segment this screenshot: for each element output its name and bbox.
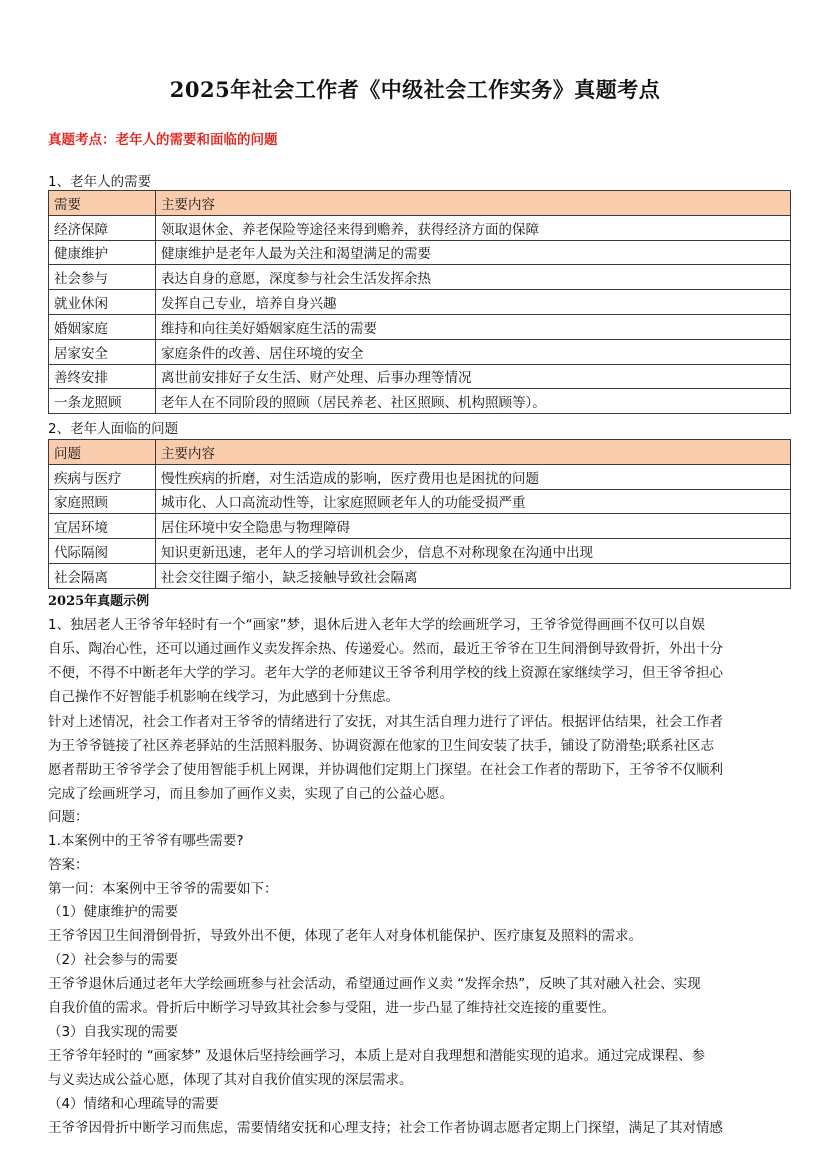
answer-line: 王爷爷因卫生间滑倒骨折，导致外出不便，体现了老年人对身体机能保护、医疗康复及照料的需求。 (48, 928, 642, 944)
need-name-cell: 一条龙照顾 (49, 389, 156, 414)
table-row (49, 265, 791, 290)
need-content-cell: 老年人在不同阶段的照顾（居民养老、社区照顾、机构照顾等）。 (156, 389, 791, 414)
case-line: 为王爷爷链接了社区养老驿站的生活照料服务、协调资源在他家的卫生间安装了扶手，铺设了防滑垫;联系社区志 (48, 738, 715, 754)
table-row (49, 539, 791, 564)
problem-content-cell: 社会交往圈子缩小，缺乏接触导致社会隔离 (156, 563, 791, 588)
need-content-cell: 健康维护是老年人最为关注和渴望满足的需要 (156, 240, 791, 265)
header-cell: 主要内容 (156, 440, 791, 465)
problem-name-cell: 代际隔阂 (49, 539, 156, 564)
need-content-cell: 领取退休金、养老保险等途径来得到赡养，获得经济方面的保障 (156, 215, 791, 240)
need-name-cell: 居家安全 (49, 339, 156, 364)
case-line: 愿者帮助王爷爷学会了使用智能手机上网课，并协调他们定期上门探望。在社会工作者的帮助下，王爷爷不仅顺利 (48, 762, 723, 778)
need-name-cell: 婚姻家庭 (49, 314, 156, 339)
question-label: 问题： (48, 809, 89, 825)
answer-subheading: （1）健康维护的需要 (48, 904, 179, 920)
case-line: 完成了绘画班学习，而且参加了画作义卖，实现了自己的公益心愿。 (48, 786, 453, 802)
problem-name-cell: 家庭照顾 (49, 489, 156, 514)
problem-content-cell: 城市化、人口高流动性等，让家庭照顾老年人的功能受损严重 (156, 489, 791, 514)
need-name-cell: 社会参与 (49, 265, 156, 290)
problems-section-label: 2、老年人面临的问题 (48, 421, 179, 437)
need-content-cell: 家庭条件的改善、居住环境的安全 (156, 339, 791, 364)
answer-line: 自我价值的需求。骨折后中断学习导致其社会参与受阻，进一步凸显了维持社交连接的重要性。 (48, 1000, 615, 1016)
table-row (49, 339, 791, 364)
answer-subheading: （4）情绪和心理疏导的需要 (48, 1096, 219, 1112)
answer-line: 王爷爷因骨折中断学习而焦虑，需要情绪安抚和心理支持；社会工作者协调志愿者定期上门探望，满足了其对情感 (48, 1120, 723, 1136)
answer-subheading: （3）自我实现的需要 (48, 1024, 179, 1040)
problem-content-cell: 知识更新迅速，老年人的学习培训机会少，信息不对称现象在沟通中出现 (156, 539, 791, 564)
question-text: 1.本案例中的王爷爷有哪些需要? (48, 833, 244, 849)
need-content-cell: 离世前安排好子女生活、财产处理、后事办理等情况 (156, 364, 791, 389)
need-name-cell: 就业休闲 (49, 290, 156, 315)
need-name-cell: 善终安排 (49, 364, 156, 389)
case-line: 1、独居老人王爷爷年轻时有一个“画家”梦，退休后进入老年大学的绘画班学习，王爷爷觉得画画不仅可以自娱 (48, 617, 706, 633)
problem-name-cell: 宜居环境 (49, 514, 156, 539)
problem-content-cell: 居住环境中安全隐患与物理障碍 (156, 514, 791, 539)
document-title: 2025年社会工作者《中级社会工作实务》真题考点 (169, 77, 661, 102)
table-row (49, 389, 791, 414)
problem-name-cell: 社会隔离 (49, 563, 156, 588)
answer-intro: 第一问：本案例中王爷爷的需要如下： (48, 881, 278, 897)
problems-table (48, 439, 791, 589)
header-cell: 问题 (49, 440, 156, 465)
need-name-cell: 经济保障 (49, 215, 156, 240)
table-row (49, 464, 791, 489)
table-row (49, 215, 791, 240)
problem-content-cell: 慢性疾病的折磨，对生活造成的影响，医疗费用也是困扰的问题 (156, 464, 791, 489)
table-row (49, 240, 791, 265)
answer-line: 王爷爷退休后通过老年大学绘画班参与社会活动，希望通过画作义卖 “发挥余热”，反映了其对融入社会、实现 (48, 976, 701, 992)
header-cell: 需要 (49, 191, 156, 216)
need-content-cell: 表达自身的意愿，深度参与社会生活发挥余热 (156, 265, 791, 290)
table-header-row (49, 191, 791, 216)
answer-line: 王爷爷年轻时的 “画家梦” 及退休后坚持绘画学习，本质上是对自我理想和潜能实现的追求。通过完成课程、参 (48, 1048, 706, 1064)
table-row (49, 290, 791, 315)
table-row (49, 364, 791, 389)
needs-table (48, 190, 791, 414)
table-row (49, 563, 791, 588)
case-line: 自乐、陶冶心性，还可以通过画作义卖发挥余热、传递爱心。然而，最近王爷爷在卫生间滑倒导致骨折，外出十分 (48, 641, 723, 657)
exam-topic-heading: 真题考点：老年人的需要和面临的问题 (48, 132, 278, 148)
answer-line: 与义卖达成公益心愿，体现了其对自我价值实现的深层需求。 (48, 1072, 413, 1088)
table-row (49, 489, 791, 514)
need-content-cell: 维持和向往美好婚姻家庭生活的需要 (156, 314, 791, 339)
answer-subheading: （2）社会参与的需要 (48, 952, 179, 968)
problem-name-cell: 疾病与医疗 (49, 464, 156, 489)
needs-section-label: 1、老年人的需要 (48, 174, 152, 190)
case-line: 针对上述情况，社会工作者对王爷爷的情绪进行了安抚，对其生活自理力进行了评估。根据评估结果，社会工作者 (48, 714, 723, 730)
table-row (49, 314, 791, 339)
answer-label: 答案： (48, 857, 89, 873)
header-cell: 主要内容 (156, 191, 791, 216)
need-content-cell: 发挥自己专业，培养自身兴趣 (156, 290, 791, 315)
case-line: 不便，不得不中断老年大学的学习。老年大学的老师建议王爷爷利用学校的线上资源在家继续学习，但王爷爷担心 (48, 665, 723, 681)
case-example-heading: 2025年真题示例 (48, 594, 150, 609)
case-line: 自己操作不好智能手机影响在线学习，为此感到十分焦虑。 (48, 689, 399, 705)
table-header-row (49, 440, 791, 465)
table-row (49, 514, 791, 539)
need-name-cell: 健康维护 (49, 240, 156, 265)
